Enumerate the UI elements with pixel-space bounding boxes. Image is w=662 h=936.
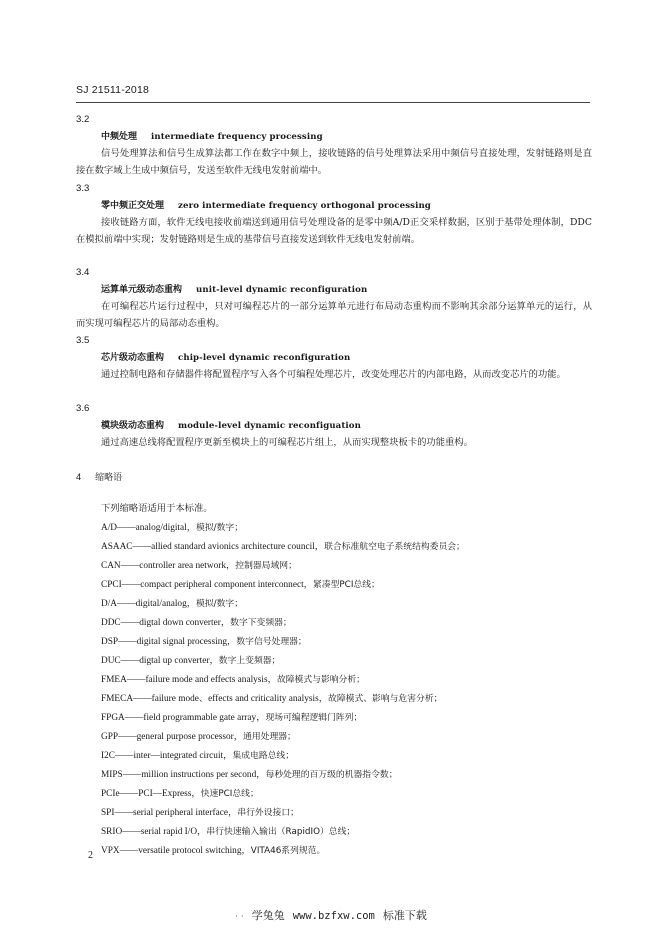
term-title — [76, 349, 592, 366]
abbreviations-intro: 下列缩略语适用于本标准。 — [101, 503, 213, 514]
term-entry-3-5 — [76, 332, 592, 383]
abbr-zh: 串行快速输入输出（RapidIO）总线； — [206, 827, 356, 837]
abbr-en: serial peripheral interface — [133, 808, 229, 818]
abbreviation-item: A/D——analog/digital，模拟/数字； — [101, 523, 243, 533]
footer-watermark — [0, 907, 662, 923]
abbr-en: PCI—Express — [138, 789, 192, 799]
abbr-zh: VITA46系列规范。 — [250, 846, 326, 856]
term-entry-3-3 — [76, 180, 592, 248]
abbr-zh: 故障模式与影响分析； — [276, 675, 365, 685]
footer-site-name: 学兔兔 — [251, 909, 285, 922]
footer-url[interactable]: www.bzfxw.com — [292, 910, 375, 922]
standard-number: SJ 21511-2018 — [76, 84, 150, 96]
abbreviation-list — [101, 519, 601, 861]
abbr: PCIe — [101, 789, 120, 799]
term-zh: 中频处理 — [101, 132, 138, 142]
term-title — [76, 417, 592, 434]
chapter-number: 4 — [76, 472, 82, 482]
footer-dots: · · — [235, 912, 244, 922]
abbr: SRIO — [101, 827, 123, 837]
abbr-en: digtal up converter — [139, 656, 210, 666]
abbreviation-item: FMECA——failure mode、effects and criticality analysis，故障模式、影响与危害分析； — [101, 694, 443, 704]
term-zh: 零中频正交处理 — [101, 201, 165, 211]
abbr: DDC — [101, 618, 121, 628]
abbr: CAN — [101, 561, 121, 571]
term-definition: 在可编程芯片运行过程中，只对可编程芯片的一部分运算单元进行布局动态重构而不影响其余部分运算单元的运行，从而实现可编程芯片的局部动态重构。 — [76, 301, 592, 329]
abbreviation-item: CPCI——compact peripheral component interconnect，紧凑型PCI总线； — [101, 580, 380, 590]
term-title — [76, 128, 592, 145]
abbreviation-item: DSP——digital signal processing，数字信号处理器； — [101, 637, 307, 647]
abbr-zh: 每秒处理的百万级的机器指令数； — [265, 770, 398, 780]
term-number: 3.6 — [76, 403, 90, 414]
abbreviation-item: FMEA——failure mode and effects analysis，故障模式与影响分析； — [101, 675, 365, 685]
abbr: VPX — [101, 846, 120, 856]
abbr: D/A — [101, 599, 118, 609]
abbreviation-item: GPP——general purpose processor，通用处理器； — [101, 732, 296, 742]
abbr-zh: 串行外设接口； — [237, 808, 299, 818]
abbr-en: inter—integrated circuit — [133, 751, 224, 761]
term-definition: 通过高速总线将配置程序更新至模块上的可编程芯片组上，从而实现整块板卡的功能重构。 — [101, 437, 473, 448]
abbr-zh: 现场可编程逻辑门阵列； — [265, 713, 363, 723]
abbr: I2C — [101, 751, 115, 761]
abbreviation-item: ASAAC——allied standard avionics architecture council，联合标准航空电子系统结构委员会； — [101, 542, 465, 552]
abbreviation-item: DDC——digtal down converter，数字下变频器； — [101, 618, 292, 628]
term-en: chip-level dynamic reconfiguration — [178, 353, 351, 363]
term-number: 3.3 — [76, 183, 90, 194]
abbreviation-item: D/A——digital/analog，模拟/数字； — [101, 599, 243, 609]
abbr-zh: 集成电路总线； — [232, 751, 295, 761]
abbreviation-item: MIPS——million instructions per second，每秒处理的百万级的机器指令数； — [101, 770, 398, 780]
term-number: 3.2 — [76, 114, 90, 125]
abbr-zh: 联合标准航空电子系统结构委员会； — [324, 542, 465, 552]
abbr-en: versatile protocol switching — [138, 846, 242, 856]
term-definition: 通过控制电路和存储器件将配置程序写入各个可编程处理芯片，改变处理芯片的内部电路，从而改变芯片的功能。 — [101, 369, 566, 380]
abbr: FMEA — [101, 675, 127, 685]
abbr: CPCI — [101, 580, 122, 590]
abbr-en: failure mode、effects and criticality analysis — [151, 694, 319, 704]
abbr-zh: 通用处理器； — [243, 732, 296, 742]
abbr-zh: 故障模式、影响与危害分析； — [328, 694, 443, 704]
abbr-en: allied standard avionics architecture council — [151, 542, 315, 552]
term-definition: 接收链路方面，软件无线电接收前端送到通用信号处理设备的是零中频A/D正交采样数据，区别于基带处理体制，DDC在模拟前端中实现；发射链路则是生成的基带信号直接发送到软件无线电发射前端。 — [76, 217, 592, 245]
abbr-zh: 数字上变频器； — [218, 656, 281, 666]
abbr-zh: 快速PCI总线； — [200, 789, 259, 799]
abbr: SPI — [101, 808, 115, 818]
abbr: FMECA — [101, 694, 134, 704]
abbr-en: digital signal processing — [136, 637, 228, 647]
footer-label: 标准下载 — [382, 909, 427, 922]
abbreviation-item: PCIe——PCI—Express，快速PCI总线； — [101, 789, 259, 799]
term-definition: 信号处理算法和信号生成算法都工作在数字中频上，接收链路的信号处理算法采用中频信号直接处理，发射链路则是直接在数字域上生成中频信号，发送至软件无线电发射前端中。 — [76, 148, 592, 176]
term-en: zero intermediate frequency orthogonal processing — [178, 201, 431, 211]
abbr: DSP — [101, 637, 119, 647]
abbr-en: compact peripheral component interconnect — [140, 580, 304, 590]
term-entry-3-6 — [76, 400, 592, 451]
abbreviation-item: DUC——digtal up converter，数字上变频器； — [101, 656, 281, 666]
term-zh: 运算单元级动态重构 — [101, 285, 183, 295]
abbr-zh: 模拟/数字； — [196, 523, 243, 533]
abbreviation-item: FPGA——field programmable gate array，现场可编程逻辑门阵列； — [101, 713, 363, 723]
term-title — [76, 281, 592, 298]
abbreviation-item: CAN——controller area network，控制器局域网； — [101, 561, 297, 571]
abbr-en: controller area network — [139, 561, 226, 571]
abbr-en: million instructions per second — [141, 770, 257, 780]
abbreviation-item: I2C——inter—integrated circuit，集成电路总线； — [101, 751, 295, 761]
term-entry-3-2 — [76, 111, 592, 179]
term-en: intermediate frequency processing — [151, 132, 323, 142]
abbr: MIPS — [101, 770, 123, 780]
abbreviation-item: SPI——serial peripheral interface，串行外设接口； — [101, 808, 299, 818]
abbr-zh: 数字下变频器； — [230, 618, 292, 628]
abbr: ASAAC — [101, 542, 133, 552]
chapter-title: 缩略语 — [95, 473, 123, 483]
abbreviation-item: VPX——versatile protocol switching，VITA46系列规范。 — [101, 846, 326, 856]
abbr: DUC — [101, 656, 121, 666]
abbr-zh: 模拟/数字； — [196, 599, 243, 609]
chapter-heading — [76, 469, 122, 487]
page-number: 2 — [88, 850, 93, 861]
term-en: module-level dynamic reconfiguation — [178, 421, 361, 431]
abbr-en: digital/analog — [135, 599, 187, 609]
term-zh: 模块级动态重构 — [101, 421, 165, 431]
abbr: FPGA — [101, 713, 125, 723]
header-rule — [76, 102, 590, 103]
abbr-en: analog/digital — [135, 523, 187, 533]
term-entry-3-4 — [76, 264, 592, 332]
abbr-zh: 控制器局域网； — [235, 561, 297, 571]
abbr-en: serial rapid I/O — [140, 827, 198, 837]
term-number: 3.4 — [76, 267, 90, 278]
abbr-en: failure mode and effects analysis — [145, 675, 268, 685]
abbr: GPP — [101, 732, 119, 742]
term-number: 3.5 — [76, 335, 90, 346]
abbr-en: field programmable gate array — [143, 713, 257, 723]
term-title — [76, 197, 592, 214]
abbr-en: digtal down converter — [139, 618, 221, 628]
term-en: unit-level dynamic reconfiguration — [196, 285, 368, 295]
abbr-zh: 紧凑型PCI总线； — [312, 580, 380, 590]
abbreviation-item: SRIO——serial rapid I/O，串行快速输入输出（RapidIO）总线； — [101, 827, 356, 837]
abbr: A/D — [101, 523, 118, 533]
term-zh: 芯片级动态重构 — [101, 353, 165, 363]
abbr-zh: 数字信号处理器； — [236, 637, 307, 647]
abbr-en: general purpose processor — [136, 732, 234, 742]
